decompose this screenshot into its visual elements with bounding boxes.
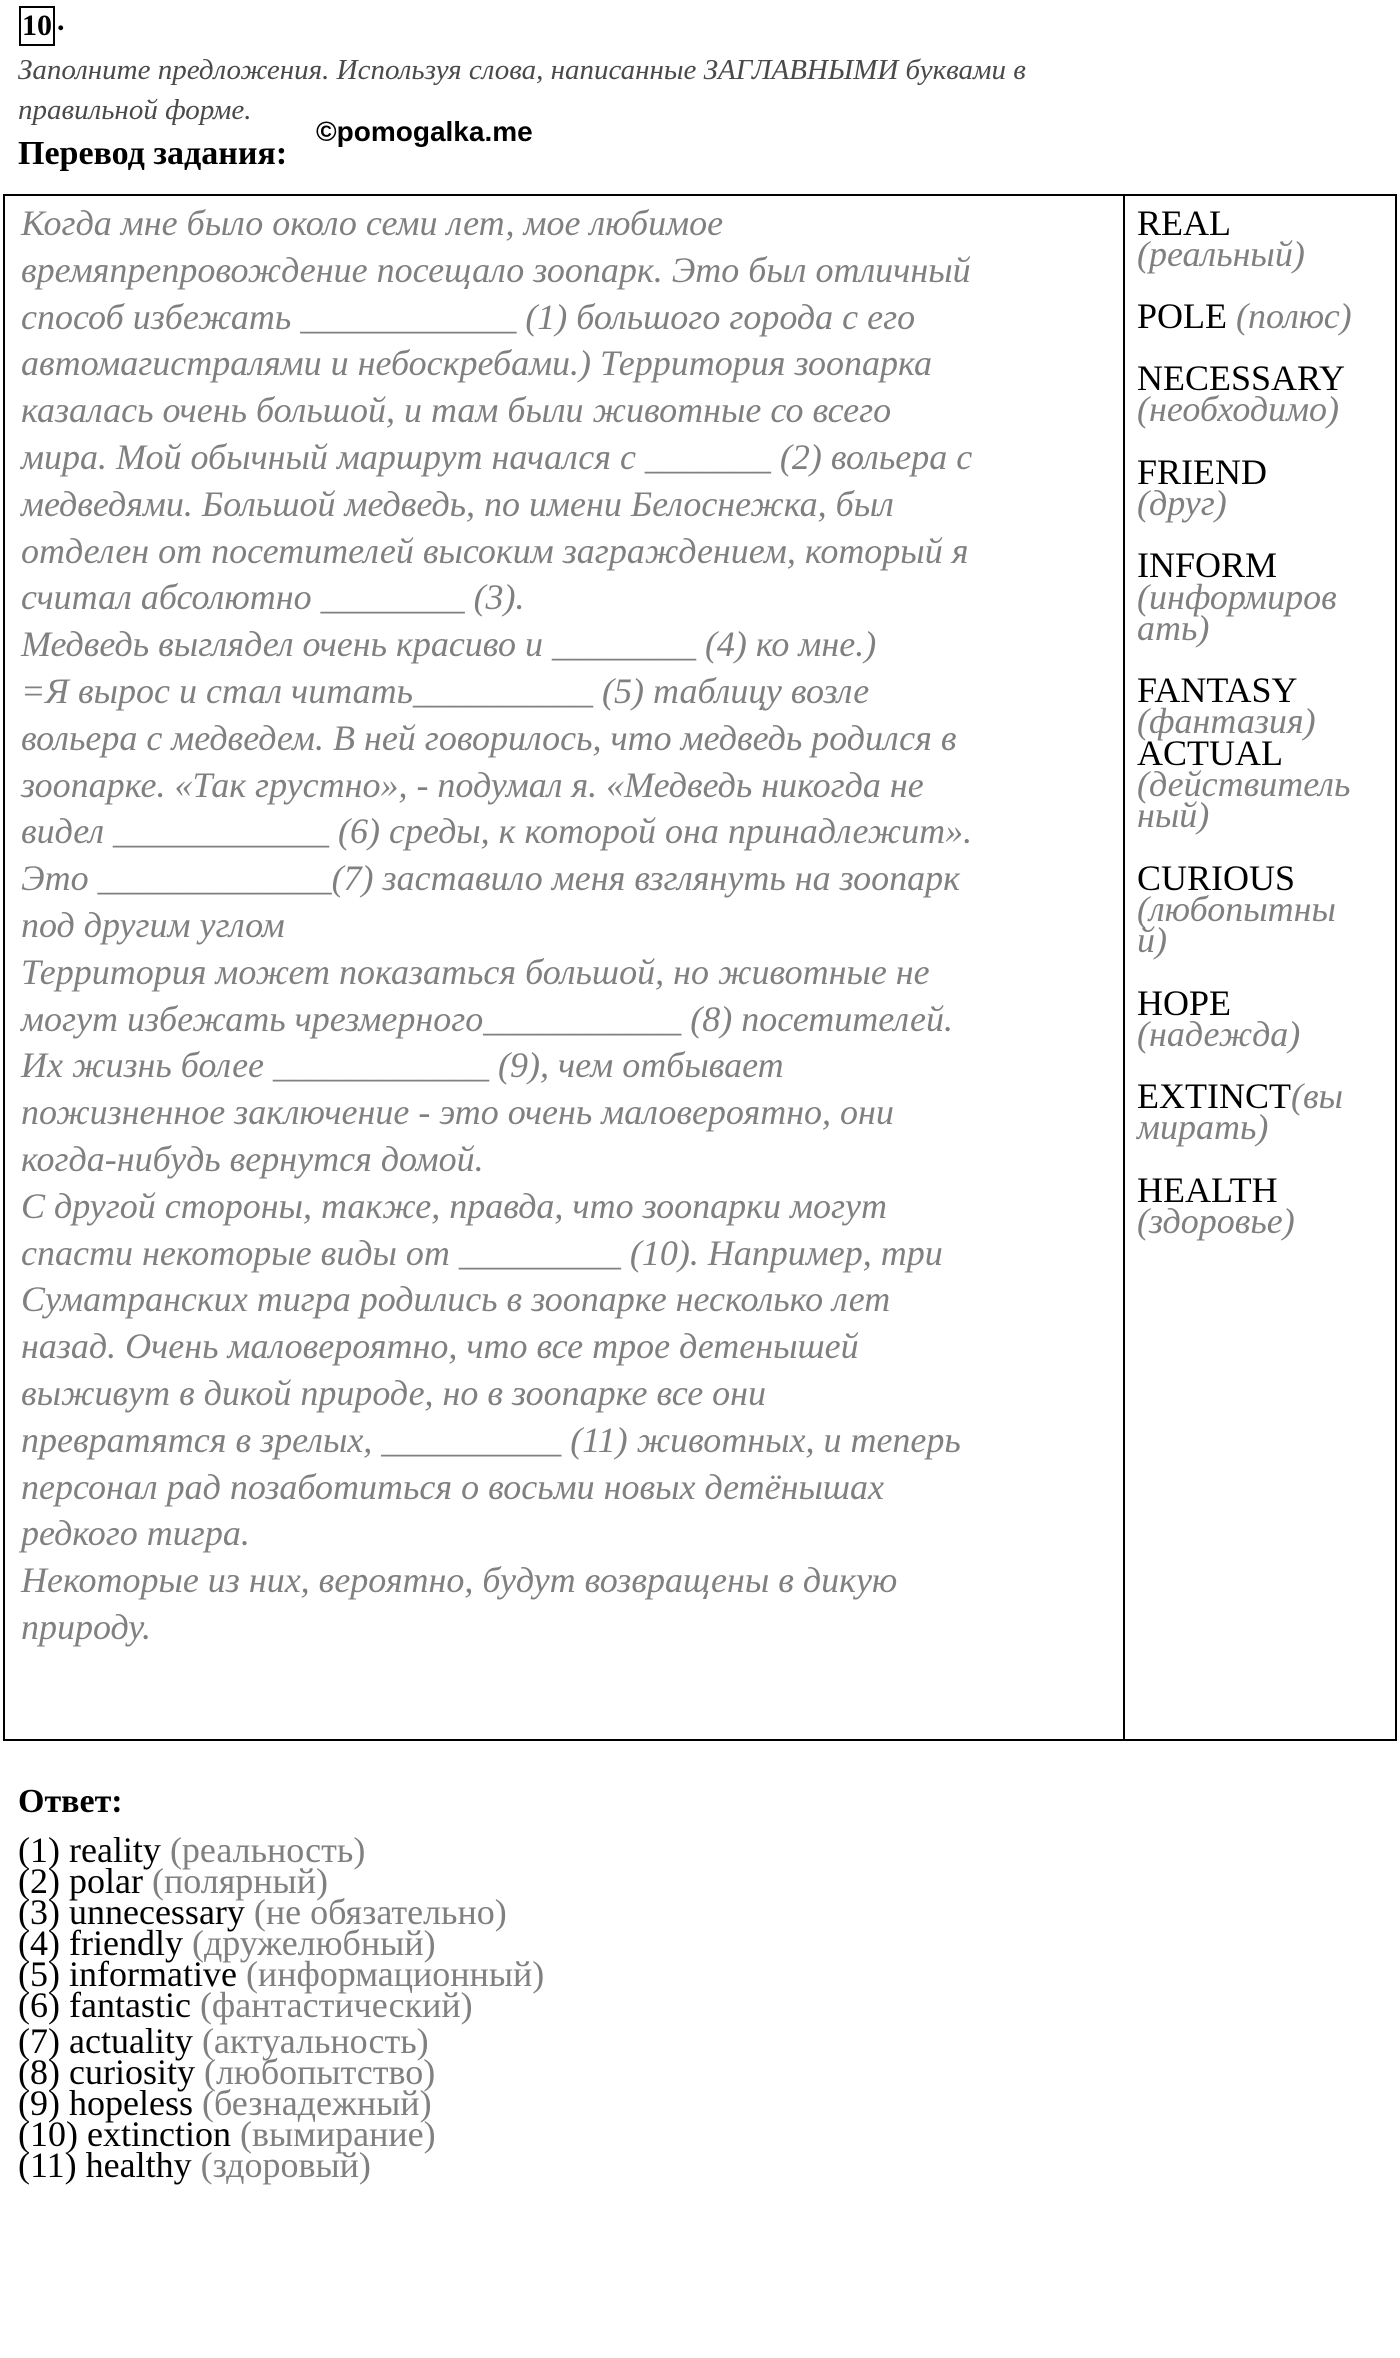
word-gloss: (реальный) — [1137, 234, 1305, 274]
text-line: могут избежать чрезмерного___________ (8) посетителей. — [21, 998, 953, 1039]
text-line: способ избежать ____________ (1) большого города с его — [21, 296, 916, 337]
text-line: превратятся в зрелых, __________ (11) животных, и теперь — [21, 1419, 961, 1460]
answer-number: (1) — [18, 1830, 69, 1870]
text-line: времяпрепровождение посещало зоопарк. Это был отличный — [21, 249, 971, 290]
text-line: видел ____________ (6) среды, к которой она принадлежит». — [21, 811, 973, 852]
word-entry — [1137, 293, 1352, 339]
word-gloss: (полюс) — [1227, 296, 1352, 336]
capital-word: FRIEND — [1137, 452, 1268, 492]
instruction-line: правильной форме. — [18, 94, 252, 126]
answer-word: curiosity — [68, 2052, 195, 2092]
capital-word: REAL — [1137, 203, 1231, 243]
word-gloss: й) — [1137, 920, 1167, 960]
word-entry — [1137, 792, 1209, 838]
task-number-box — [19, 6, 55, 46]
answer-translation: (не обязательно) — [244, 1892, 507, 1932]
capital-word: ACTUAL — [1137, 733, 1283, 773]
answer-number: (2) — [18, 1861, 69, 1901]
word-gloss: ать) — [1137, 608, 1210, 648]
answer-number: (7) — [18, 2021, 69, 2061]
answer-word: friendly — [68, 1923, 183, 1963]
answer-word: reality — [68, 1830, 161, 1870]
capital-word: FANTASY — [1137, 670, 1298, 710]
answer-number: (6) — [18, 1985, 69, 2025]
text-line: считал абсолютно ________ (3). — [21, 577, 525, 618]
answer-item — [18, 2142, 371, 2188]
word-gloss: (друг) — [1137, 483, 1227, 523]
answer-translation: (здоровый) — [191, 2145, 371, 2185]
word-gloss: (любопытны — [1137, 889, 1336, 929]
word-gloss: ный) — [1137, 795, 1210, 835]
word-gloss: (информиров — [1137, 577, 1337, 617]
word-entry — [1137, 386, 1339, 432]
text-line: персонал рад позаботиться о восьми новых детёнышах — [21, 1466, 884, 1507]
word-gloss: (действитель — [1137, 764, 1351, 804]
text-line: редкого тигра. — [21, 1513, 250, 1554]
answer-word: actuality — [68, 2021, 193, 2061]
answer-translation: (дружелюбный) — [182, 1923, 436, 1963]
answer-translation: (вымирание) — [230, 2114, 436, 2154]
capital-word: POLE — [1137, 296, 1227, 336]
text-line: Медведь выглядел очень красиво и ________ (4) ко мне.) — [21, 624, 877, 665]
answer-number: (9) — [18, 2083, 69, 2123]
text-line: С другой стороны, также, правда, что зоопарки могут — [21, 1185, 887, 1226]
word-gloss: (здоровье) — [1137, 1201, 1295, 1241]
text-line: природу. — [21, 1606, 151, 1647]
word-entry — [1137, 1011, 1300, 1057]
text-line: Когда мне было около семи лет, мое любимое — [21, 203, 724, 243]
column-divider — [1123, 196, 1125, 1739]
word-entry — [1137, 1104, 1268, 1150]
text-line: медведями. Большой медведь, по имени Белоснежка, был — [21, 483, 894, 524]
answer-word: informative — [68, 1954, 237, 1994]
task-number-dot: . — [57, 4, 65, 37]
answer-translation: (фантастический) — [190, 1985, 473, 2025]
text-line: пожизненное заключение - это очень маловероятно, они — [21, 1092, 894, 1133]
task-instruction — [18, 50, 1318, 130]
word-gloss: (необходимо) — [1137, 389, 1340, 429]
word-entry — [1137, 480, 1227, 526]
answer-translation: (безнадежный) — [192, 2083, 432, 2123]
text-line: =Я вырос и стал читать__________ (5) таблицу возле — [21, 670, 870, 711]
text-line: когда-нибудь вернутся домой. — [21, 1138, 484, 1179]
answer-word: polar — [68, 1861, 143, 1901]
answer-word: unnecessary — [68, 1892, 245, 1932]
word-gloss: (вы — [1290, 1076, 1343, 1116]
answer-translation: (полярный) — [142, 1861, 328, 1901]
text-line: под другим углом — [21, 904, 285, 945]
text-line: Суматранских тигра родились в зоопарке несколько лет — [21, 1279, 891, 1320]
text-line: автомагистралями и небоскребами.) Территория зоопарка — [21, 343, 932, 384]
answer-number: (10) — [18, 2114, 87, 2154]
site-watermark: ©pomogalka.me — [316, 116, 533, 147]
answer-translation: (любопытство) — [194, 2052, 436, 2092]
word-gloss: (фантазия) — [1137, 701, 1316, 741]
translation-heading: Перевод задания: — [18, 135, 288, 172]
capital-word: INFORM — [1137, 545, 1278, 585]
answer-translation: (информационный) — [236, 1954, 545, 1994]
answer-word: extinction — [86, 2114, 231, 2154]
answer-number: (3) — [18, 1892, 69, 1932]
capital-word: HOPE — [1137, 983, 1232, 1023]
capital-word: HEALTH — [1137, 1170, 1278, 1210]
word-gloss: (надежда) — [1137, 1014, 1301, 1054]
answer-word: fantastic — [68, 1985, 191, 2025]
answer-word: healthy — [85, 2145, 192, 2185]
answer-translation: (актуальность) — [192, 2021, 429, 2061]
word-entry — [1137, 917, 1167, 963]
answer-number: (8) — [18, 2052, 69, 2092]
answer-translation: (реальность) — [160, 1830, 366, 1870]
answer-heading: Ответ: — [18, 1783, 123, 1820]
word-gloss: мирать) — [1137, 1107, 1269, 1147]
translated-text-column — [21, 200, 1111, 1651]
answer-number: (4) — [18, 1923, 69, 1963]
text-line: Это _____________(7) заставило меня взглянуть на зоопарк — [21, 858, 961, 899]
text-line: выживут в дикой природе, но в зоопарке все они — [21, 1372, 767, 1413]
answer-word: hopeless — [68, 2083, 193, 2123]
capital-word: CURIOUS — [1137, 858, 1296, 898]
text-line: вольера с медведем. В ней говорилось, что медведь родился в — [21, 717, 957, 758]
task-number: 10 — [22, 9, 52, 42]
capital-word: EXTINCT — [1137, 1076, 1291, 1116]
text-line: зоопарке. «Так грустно», - подумал я. «Медведь никогда не — [21, 764, 924, 805]
text-line: отделен от посетителей высоким заграждением, который я — [21, 530, 969, 571]
word-entry — [1137, 605, 1209, 651]
answer-number: (5) — [18, 1954, 69, 1994]
text-line: Территория может показаться большой, но животные не — [21, 951, 930, 992]
instruction-line: Заполните предложения. Используя слова, написанные ЗАГЛАВНЫМИ буквами в — [18, 54, 1026, 86]
answer-number: (11) — [18, 2145, 86, 2185]
text-line: спасти некоторые виды от _________ (10). Например, три — [21, 1232, 943, 1273]
text-line: мира. Мой обычный маршрут начался с _______ (2) вольера с — [21, 436, 973, 477]
text-line: назад. Очень маловероятно, что все трое детенышей — [21, 1326, 859, 1367]
text-line: Их жизнь более ____________ (9), чем отбывает — [21, 1045, 784, 1086]
text-line: казалась очень большой, и там были животные со всего — [21, 390, 892, 431]
text-line: Некоторые из них, вероятно, будут возвращены в дикую — [21, 1560, 898, 1601]
word-entry — [1137, 1198, 1295, 1244]
task-table — [3, 194, 1397, 1741]
word-entry — [1137, 231, 1305, 277]
capital-word: NECESSARY — [1137, 358, 1346, 398]
